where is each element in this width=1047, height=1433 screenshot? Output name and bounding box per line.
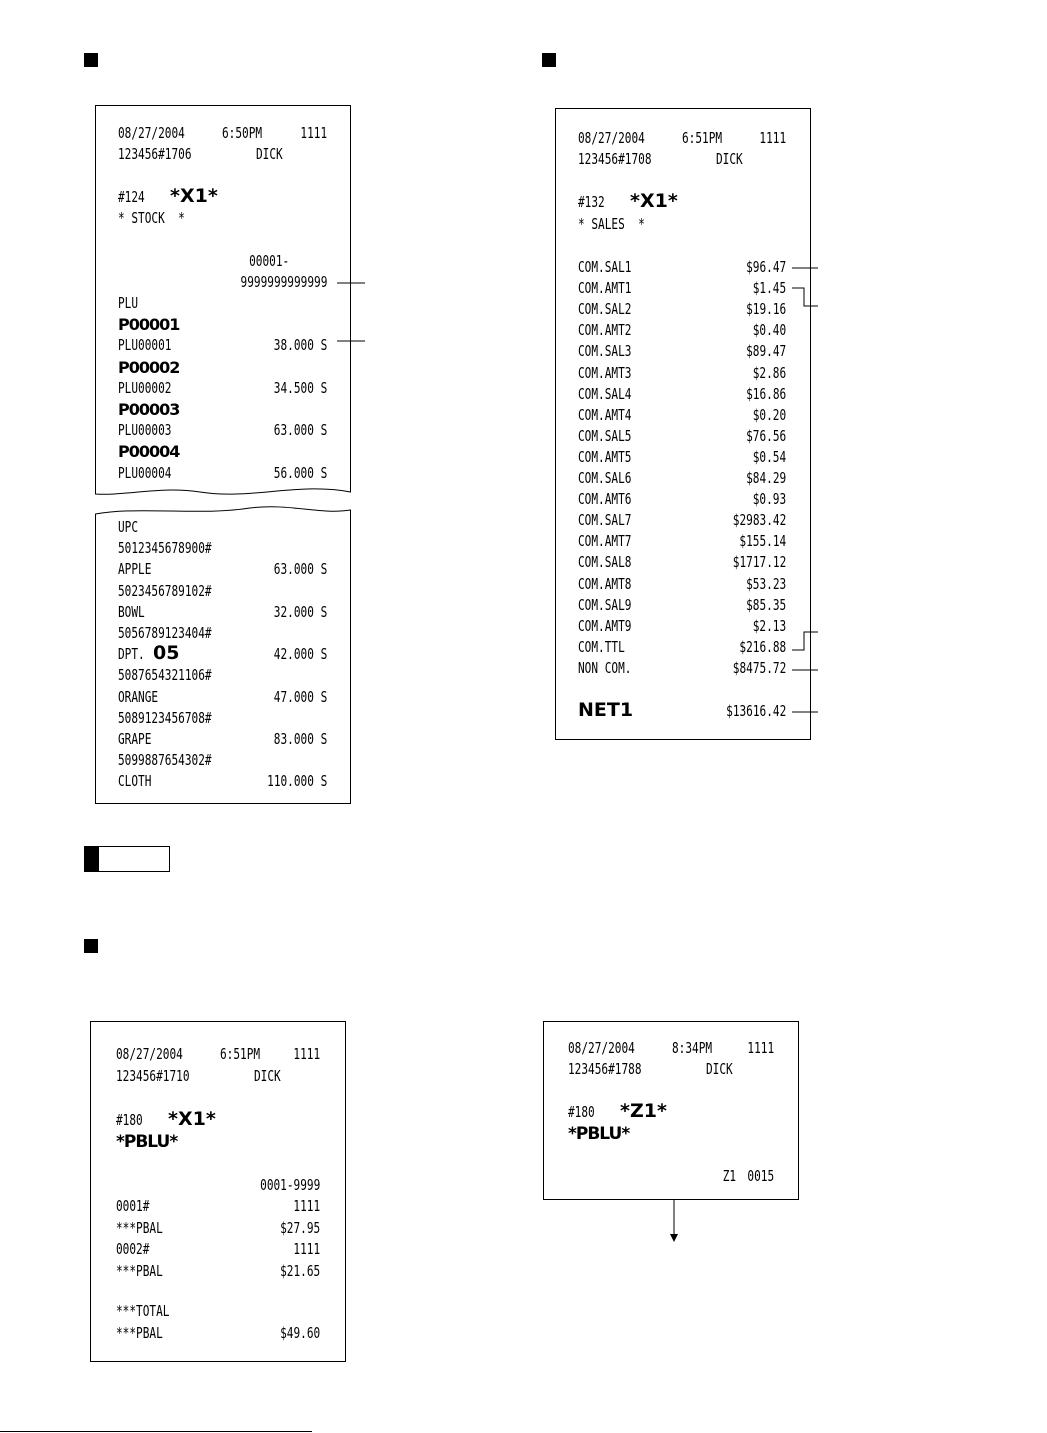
- line-value: $0.20: [752, 405, 786, 424]
- z-counter-label: Z1: [722, 1167, 736, 1185]
- receipt-number: 123456#1710: [116, 1067, 190, 1085]
- receipt-date: 08/27/2004: [578, 129, 645, 147]
- line-label: COM.SAL3: [578, 342, 632, 361]
- line-label: COM.SAL1: [578, 258, 632, 276]
- line-label: 5087654321106#: [118, 666, 212, 685]
- receipt-time: 6:51PM: [682, 129, 723, 147]
- line-label: P00004: [118, 442, 180, 462]
- report-mode: *X1*: [170, 185, 218, 207]
- line-label: ORANGE: [118, 687, 159, 706]
- line-label: COM.SAL8: [578, 553, 632, 572]
- line-label: BOWL: [118, 602, 145, 621]
- line-label: 5023456789102#: [118, 581, 212, 600]
- total-pbal-label: ***PBAL: [116, 1324, 163, 1342]
- line-value: $1717.12: [732, 553, 786, 572]
- line-value: $84.29: [745, 469, 786, 487]
- report-mode: *X1*: [168, 1108, 216, 1130]
- receipt-date: 08/27/2004: [116, 1045, 183, 1063]
- line-label: COM.AMT9: [578, 616, 632, 635]
- line-value: $216.88: [739, 637, 786, 656]
- receipt-number: 123456#1706: [118, 145, 192, 163]
- line-label: PLU00003: [118, 421, 172, 440]
- line-value: $89.47: [745, 342, 786, 361]
- report-mode: *X1*: [630, 190, 678, 212]
- line-label: GRAPE: [118, 730, 152, 748]
- receipt-number: 123456#1788: [568, 1060, 642, 1078]
- receipt-time: 8:34PM: [672, 1039, 713, 1057]
- line-value: $0.93: [752, 490, 786, 509]
- line-value: $16.86: [745, 384, 786, 403]
- report-number: #180: [568, 1103, 595, 1121]
- line-label: COM.AMT6: [578, 490, 632, 509]
- line-value: $2.86: [752, 363, 786, 382]
- range-start: 00001-: [248, 252, 289, 270]
- line-label: 5089123456708#: [118, 708, 212, 727]
- line-label: P00002: [118, 357, 180, 377]
- line-value: $53.23: [745, 574, 786, 593]
- line-value: $85.35: [745, 595, 786, 614]
- line-label: PLU00004: [118, 463, 172, 482]
- line-value: $2.13: [752, 616, 786, 635]
- receipt-code: 1111: [300, 124, 327, 142]
- line-label: NON COM.: [578, 658, 632, 677]
- line-label: 0002#: [116, 1240, 150, 1258]
- pblu-range: 0001-9999: [259, 1176, 320, 1194]
- line-value: $21.65: [279, 1261, 320, 1280]
- line-value: $0.40: [752, 321, 786, 340]
- receipt-code: 1111: [747, 1039, 774, 1057]
- line-label: ***PBAL: [116, 1261, 163, 1280]
- line-value: $76.56: [745, 426, 786, 445]
- line-label: COM.SAL9: [578, 595, 632, 614]
- line-value: 32.000 S: [273, 602, 327, 621]
- line-label: COM.SAL4: [578, 384, 632, 403]
- dept-code: 05: [153, 642, 180, 665]
- line-value: $1.45: [752, 279, 786, 298]
- receipt-date: 08/27/2004: [118, 124, 185, 142]
- line-label: COM.AMT2: [578, 321, 632, 340]
- line-label: 5099887654302#: [118, 751, 212, 770]
- line-value: 63.000 S: [273, 560, 327, 579]
- line-value: 56.000 S: [273, 463, 327, 482]
- line-value: 38.000 S: [273, 336, 327, 355]
- report-title: *PBLU*: [568, 1124, 630, 1144]
- line-label: DPT.: [118, 645, 145, 664]
- line-label: COM.AMT7: [578, 532, 632, 551]
- receipt-clerk: DICK: [256, 145, 283, 163]
- footer-rule: [0, 1431, 312, 1432]
- report-number: #180: [116, 1111, 143, 1129]
- line-value: 1111: [293, 1240, 320, 1258]
- receipt-code: 1111: [293, 1045, 320, 1063]
- receipt-number: 123456#1708: [578, 150, 652, 168]
- line-label: COM.TTL: [578, 637, 625, 656]
- receipt-clerk: DICK: [706, 1060, 733, 1078]
- report-mode: *Z1*: [620, 1100, 667, 1122]
- line-value: $2983.42: [732, 511, 786, 530]
- line-label: P00001: [118, 315, 180, 335]
- line-value: $0.54: [752, 447, 786, 466]
- net-label: NET1: [578, 699, 634, 721]
- line-label: 5012345678900#: [118, 539, 212, 558]
- line-value: $96.47: [745, 258, 786, 276]
- line-label: APPLE: [118, 560, 152, 579]
- range-end: 9999999999999: [240, 273, 327, 291]
- receipt-date: 08/27/2004: [568, 1039, 635, 1057]
- receipt-time: 6:51PM: [220, 1045, 261, 1063]
- receipt-clerk: DICK: [254, 1067, 281, 1085]
- line-label: COM.SAL7: [578, 511, 632, 530]
- line-value: 83.000 S: [273, 730, 327, 748]
- total-label: ***TOTAL: [116, 1302, 170, 1320]
- line-label: COM.AMT3: [578, 363, 632, 382]
- report-number: #124: [118, 188, 145, 206]
- line-label: COM.SAL2: [578, 300, 632, 319]
- line-label: 0001#: [116, 1197, 150, 1215]
- line-value: 34.500 S: [273, 378, 327, 397]
- line-label: P00003: [118, 400, 180, 419]
- receipt-clerk: DICK: [716, 150, 743, 168]
- line-label: PLU00001: [118, 336, 172, 355]
- line-label: PLU: [118, 294, 139, 312]
- line-label: COM.SAL5: [578, 426, 632, 445]
- total-pbal-value: $49.60: [279, 1324, 320, 1342]
- line-label: UPC: [118, 518, 139, 536]
- line-value: 47.000 S: [273, 687, 327, 706]
- line-label: COM.AMT5: [578, 447, 632, 466]
- report-title: *PBLU*: [116, 1132, 178, 1152]
- line-value: $19.16: [745, 300, 786, 319]
- line-label: ***PBAL: [116, 1218, 163, 1237]
- line-value: 110.000 S: [266, 772, 327, 791]
- line-value: 1111: [293, 1197, 320, 1215]
- receipt-code: 1111: [759, 129, 786, 147]
- line-label: COM.SAL6: [578, 469, 632, 487]
- line-value: $8475.72: [732, 658, 786, 677]
- line-value: 63.000 S: [273, 421, 327, 440]
- z-counter-value: 0015: [747, 1167, 774, 1185]
- line-label: COM.AMT4: [578, 405, 632, 424]
- line-value: 42.000 S: [273, 645, 327, 664]
- line-value: $155.14: [739, 532, 786, 551]
- report-number: #132: [578, 193, 605, 211]
- line-value: $27.95: [279, 1218, 320, 1237]
- report-title: * SALES *: [578, 215, 645, 233]
- line-label: CLOTH: [118, 772, 152, 791]
- line-label: PLU00002: [118, 378, 172, 397]
- net-value: $13616.42: [725, 702, 786, 720]
- report-title: * STOCK *: [118, 209, 185, 227]
- line-label: COM.AMT1: [578, 279, 632, 298]
- line-label: 5056789123404#: [118, 624, 212, 642]
- receipt-time: 6:50PM: [222, 124, 263, 142]
- line-label: COM.AMT8: [578, 574, 632, 593]
